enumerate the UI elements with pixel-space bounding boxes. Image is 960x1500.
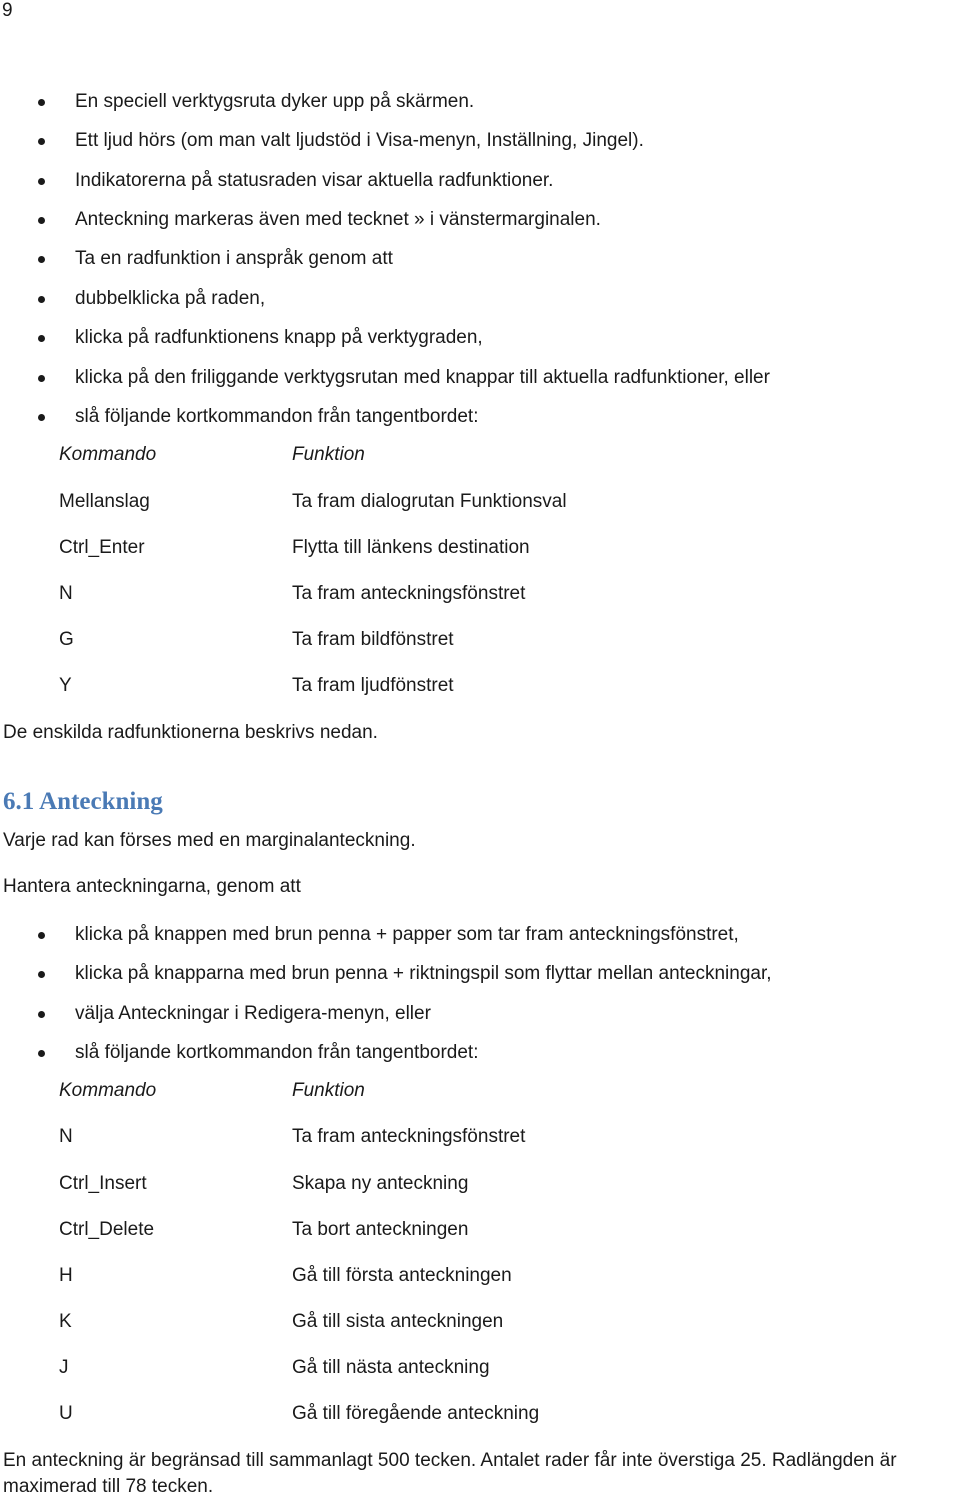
shortcut-function: Ta fram dialogrutan Funktionsval [292,491,567,512]
bullet-icon [38,296,45,303]
shortcut-key: Ctrl_Enter [59,537,145,558]
shortcut-key: H [59,1265,73,1286]
shortcut-key: Ctrl_Insert [59,1173,147,1194]
page-number: 9 [2,0,13,21]
bullet-icon [38,375,45,382]
list-item-text: klicka på knappen med brun penna + papper som tar fram anteckningsfönstret, [75,924,739,945]
table-row [0,583,960,605]
shortcut-key: U [59,1403,73,1424]
table-row [0,537,960,559]
shortcut-table-header [0,444,960,466]
shortcut-function: Skapa ny anteckning [292,1173,469,1194]
table-row [0,1219,960,1241]
list-item-text: välja Anteckningar i Redigera-menyn, eller [75,1003,431,1024]
bullet-icon [38,335,45,342]
shortcut-function: Gå till sista anteckningen [292,1311,504,1332]
shortcut-function: Gå till första anteckningen [292,1265,512,1286]
bullet-icon [38,932,45,939]
bullet-icon [38,256,45,263]
list-item-text: Ett ljud hörs (om man valt ljudstöd i Visa-menyn, Inställning, Jingel). [75,130,644,151]
shortcut-function: Gå till föregående anteckning [292,1403,540,1424]
bullet-icon [38,1050,45,1057]
list-item-text: Ta en radfunktion i anspråk genom att [75,248,393,269]
shortcut-key: K [59,1311,72,1332]
shortcut-key: J [59,1357,69,1378]
shortcut-function: Flytta till länkens destination [292,537,530,558]
shortcut-key: G [59,629,74,650]
table-row [0,1403,960,1425]
list-item-text: Anteckning markeras även med tecknet » i vänstermarginalen. [75,209,601,230]
list-item-text: dubbelklicka på raden, [75,288,266,309]
table-row [0,1173,960,1195]
bullet-icon [38,1011,45,1018]
shortcut-function: Ta fram ljudfönstret [292,675,454,696]
table-row [0,1311,960,1333]
list-item-text: En speciell verktygsruta dyker upp på skärmen. [75,91,475,112]
bullet-icon [38,138,45,145]
column-header-command: Kommando [59,1080,157,1101]
list-item-text: Indikatorerna på statusraden visar aktuella radfunktioner. [75,170,554,191]
table-row [0,675,960,697]
table-row [0,1265,960,1287]
paragraph: De enskilda radfunktionerna beskrivs nedan. [3,722,378,743]
column-header-function: Funktion [292,1080,365,1101]
bullet-icon [38,217,45,224]
shortcut-function: Ta fram bildfönstret [292,629,454,650]
paragraph: Hantera anteckningarna, genom att [3,876,301,897]
table-row [0,1126,960,1148]
section-heading: 6.1 Anteckning [3,788,163,815]
column-header-command: Kommando [59,444,157,465]
paragraph: En anteckning är begränsad till sammanlagt 500 tecken. Antalet rader får inte överstiga 25. Radlängden är maximerad till 78 tecken. [3,1450,897,1497]
list-item-text: slå följande kortkommandon från tangentbordet: [75,406,479,427]
shortcut-key: Y [59,675,72,696]
column-header-function: Funktion [292,444,365,465]
bullet-icon [38,414,45,421]
list-item-text: klicka på radfunktionens knapp på verktygraden, [75,327,483,348]
paragraph: Varje rad kan förses med en marginalanteckning. [3,830,416,851]
bullet-icon [38,178,45,185]
shortcut-key: N [59,1126,73,1147]
bullet-icon [38,971,45,978]
shortcut-function: Gå till nästa anteckning [292,1357,490,1378]
shortcut-function: Ta fram anteckningsfönstret [292,1126,526,1147]
shortcut-key: Mellanslag [59,491,150,512]
shortcut-key: Ctrl_Delete [59,1219,155,1240]
table-row [0,629,960,651]
table-row [0,1357,960,1379]
list-item-text: slå följande kortkommandon från tangentbordet: [75,1042,479,1063]
shortcut-function: Ta fram anteckningsfönstret [292,583,526,604]
list-item-text: klicka på den friliggande verktygsrutan med knappar till aktuella radfunktioner, eller [75,367,770,388]
list-item-text: klicka på knapparna med brun penna + riktningspil som flyttar mellan anteckningar, [75,963,772,984]
shortcut-function: Ta bort anteckningen [292,1219,469,1240]
table-row [0,491,960,513]
shortcut-table-header [0,1080,960,1102]
shortcut-key: N [59,583,73,604]
bullet-icon [38,99,45,106]
